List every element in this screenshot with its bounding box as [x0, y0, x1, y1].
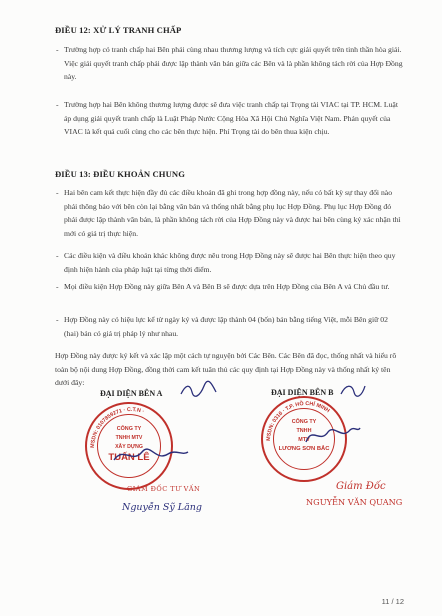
- bullet-text: Các điều kiện và điều khoản khác không được nêu trong Hợp Đồng này sẽ được hai Bên thực hiện theo quy định hiện hành của pháp luật tại từng thời điểm.: [64, 251, 396, 274]
- section-heading-12: ĐIỀU 12: XỬ LÝ TRANH CHẤP: [55, 25, 182, 35]
- party-b-signer-name: NGUYỄN VĂN QUANG: [306, 497, 403, 507]
- stamp-ring-label: MSDN: 0107859271 · C.T.N ·: [89, 406, 145, 449]
- party-a-director-title: GIÁM ĐỐC TƯ VẤN: [127, 485, 201, 493]
- party-a-signer-name: Nguyễn Sỹ Lăng: [122, 502, 202, 513]
- stamp-line: XÂY DỰNG: [115, 444, 143, 450]
- stamp-ring-label: MSDN: 0316 · T.P. HỒ CHÍ MINH: [265, 400, 331, 442]
- bullet-dash: -: [56, 45, 59, 54]
- bullet-text: Mọi điều kiện Hợp Đồng này giữa Bên A và Bên B sẽ được dựa trên Hợp Đồng của Bên A và Chủ đầu tư.: [64, 282, 390, 291]
- bullet-dash: -: [56, 282, 59, 291]
- party-a-initial-signature: [178, 380, 220, 400]
- party-a-label: ĐẠI DIỆN BÊN A: [100, 389, 163, 398]
- bullet-dash: -: [56, 315, 59, 324]
- bullet-dash: -: [56, 251, 59, 260]
- page-number: 11 / 12: [381, 597, 404, 606]
- section-heading-13: ĐIỀU 13: ĐIỀU KHOẢN CHUNG: [55, 169, 185, 179]
- stamp-line: TNHH MTV: [115, 435, 143, 441]
- stamp-line: TNHH: [296, 428, 312, 434]
- stamp-line: LƯƠNG SƠN BẮC: [278, 446, 330, 452]
- bullet-text: Trường hợp hai Bên không thương lượng được sẽ đưa việc tranh chấp tại Trọng tài VIAC tại TP. HCM. Luật áp dụng giải quyết tranh chấp là Luật Pháp Nước Cộng Hòa Xã Hội Chủ Nghĩa Việt Nam. Phán quyết của VIAC là kết quả cuối cùng cho các bên thực hiện. Phí Trọng tài do bên thua kiện chịu.: [64, 100, 398, 137]
- bullet-dash: -: [56, 100, 59, 109]
- bullet-dash: -: [56, 188, 59, 197]
- party-b-director-title: Giám Đốc: [336, 481, 386, 492]
- stamp-line: MTV: [298, 437, 310, 443]
- closing-paragraph: Hợp Đồng này được ký kết và xác lập một cách tự nguyện bởi Các Bên. Các Bên đã đọc, thống nhất và hiểu rõ toàn bộ nội dung Hợp Đồng, đồng thời cam kết tuân thủ các quy định tại Hợp Đồng này và thống nhất ký tên dưới đây:: [55, 351, 397, 388]
- section-13-bullet-3: [56, 280, 404, 294]
- section-12-bullet-1: [56, 43, 404, 84]
- bullet-text: Trường hợp có tranh chấp hai Bên phải cùng nhau thương lượng và tích cực giải quyết trên tinh thần hòa giải. Việc giải quyết tranh chấp phải được lập thành văn bản giữa các Bên và là phần không tách rời của Hợp Đồng này.: [64, 45, 403, 82]
- stamp-line: CÔNG TY: [291, 419, 317, 425]
- party-b-signature: [302, 422, 362, 448]
- section-13-bullet-2: [56, 249, 404, 276]
- section-13-bullet-1: [56, 186, 404, 240]
- section-13-bullet-4: [56, 313, 404, 340]
- bullet-text: Hai bên cam kết thực hiện đầy đủ các điều khoản đã ghi trong hợp đồng này, nếu có bất kỳ sự thay đổi nào phải thông báo với bên còn lại bằng văn bản và thống nhất bằng phụ lục Hợp Đồng. Phụ lục Hợp Đồng đó phải được lập thành văn bản, là phần không tách rời của Hợp Đồng này và được hai bên cùng ký xác nhận thì mới có giá trị thực hiện.: [64, 188, 401, 238]
- stamp-line: TUẤN LÊ: [108, 452, 150, 463]
- party-b-label: ĐẠI DIỆN BÊN B: [271, 388, 334, 397]
- party-a-signature: [110, 444, 190, 466]
- stamp-line: CÔNG TY: [116, 426, 142, 432]
- section-12-bullet-2: [56, 98, 404, 139]
- bullet-text: Hợp Đồng này có hiệu lực kể từ ngày ký và được lập thành 04 (bốn) bản bằng tiếng Việt, mỗi Bên giữ 02 (hai) bản có giá trị pháp lý như nhau.: [64, 315, 388, 338]
- party-b-initial-signature: [338, 380, 368, 400]
